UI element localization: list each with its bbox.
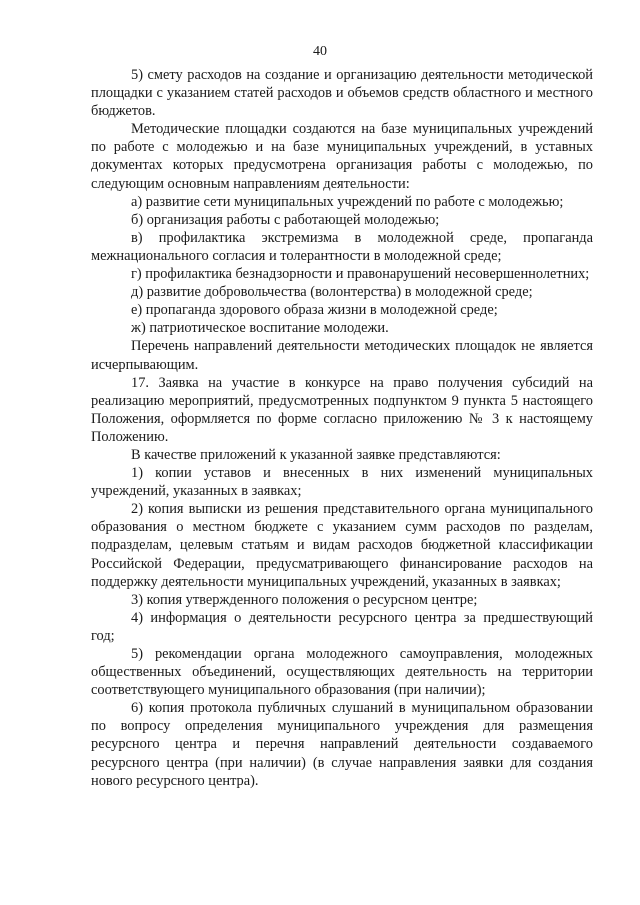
attachment-item-2: 2) копия выписки из решения представительного органа муниципального образования о местном бюджете с указанием сумм расходов по разделам, подразделам, целевым статьям и видам расходов бюджетной классификации Российской Федерации, предусматривающего финансирование расходов на поддержку деятельности муниципальных учреждений, указанных в заявках; bbox=[91, 501, 593, 590]
direction-g: ж) патриотическое воспитание молодежи. bbox=[131, 320, 389, 337]
attachment-item-3: 3) копия утвержденного положения о ресурсном центре; bbox=[131, 591, 478, 608]
direction-a: а) развитие сети муниципальных учреждений по работе с молодежью; bbox=[131, 193, 564, 210]
page-number: 40 bbox=[313, 44, 327, 59]
document-body bbox=[91, 66, 593, 790]
direction-e: д) развитие добровольчества (волонтерства) в молодежной среде; bbox=[131, 284, 533, 301]
paragraph-attachments-intro: В качестве приложений к указанной заявке представляются: bbox=[131, 446, 501, 463]
direction-d: г) профилактика безнадзорности и правонарушений несовершеннолетних; bbox=[131, 266, 590, 283]
paragraph-item-5-estimate: 5) смету расходов на создание и организацию деятельности методической площадки с указанием статей расходов и объемов средств областного и местного бюджетов. bbox=[91, 67, 593, 120]
attachment-item-4: 4) информация о деятельности ресурсного центра за предшествующий год; bbox=[91, 609, 593, 644]
paragraph-clause-17: 17. Заявка на участие в конкурсе на право получения субсидий на реализацию мероприятий, предусмотренных подпунктом 9 пункта 5 настоящего Положения, оформляется по форме согласно приложению № 3 к настоящему Положению. bbox=[91, 374, 593, 445]
attachment-item-6: 6) копия протокола публичных слушаний в муниципальном образовании по вопросу определения муниципального учреждения для размещения ресурсного центра и перечня направлений деятельности создаваемого ресурсного центра (при наличии) (в случае направления заявки для создания нового ресурсного центра). bbox=[91, 700, 593, 789]
paragraph-list-not-exhaustive: Перечень направлений деятельности методических площадок не является исчерпывающим. bbox=[91, 338, 593, 373]
attachment-item-5: 5) рекомендации органа молодежного самоуправления, молодежных общественных объединений, осуществляющих деятельность на территории соответствующего муниципального образования (при наличии); bbox=[91, 646, 593, 699]
direction-f: е) пропаганда здорового образа жизни в молодежной среде; bbox=[131, 302, 498, 319]
attachment-item-1: 1) копии уставов и внесенных в них изменений муниципальных учреждений, указанных в заявках; bbox=[91, 465, 593, 500]
paragraph-methodical-platforms: Методические площадки создаются на базе муниципальных учреждений по работе с молодежью и на базе муниципальных учреждений, в уставных документах которых предусмотрена организация работы с молодежью, по следующим основным направлениям деятельности: bbox=[91, 121, 593, 192]
direction-c: в) профилактика экстремизма в молодежной среде, пропаганда межнационального согласия и толерантности в молодежной среде; bbox=[91, 229, 593, 264]
direction-b: б) организация работы с работающей молодежью; bbox=[131, 211, 440, 228]
